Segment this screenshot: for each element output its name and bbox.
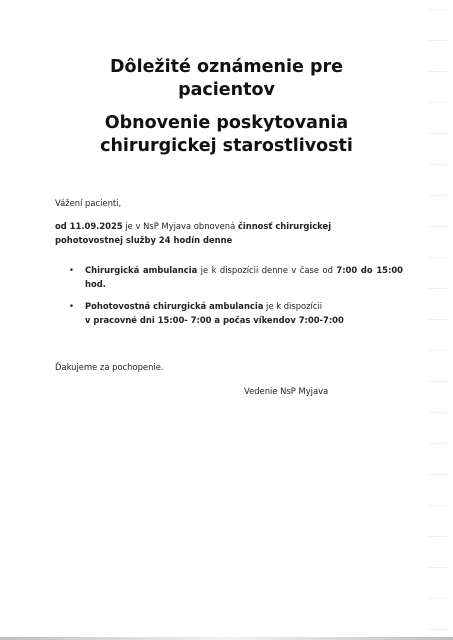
- salutation: Vážení pacienti,: [55, 198, 122, 208]
- paragraph-line2: pohotovostnej služby 24 hodín denne: [55, 235, 233, 245]
- notice-subtitle: [0, 112, 453, 158]
- thanks-text: Ďakujeme za pochopenie.: [55, 362, 164, 372]
- scan-artifact: [429, 0, 447, 640]
- notice-title: [0, 56, 453, 102]
- notice-title-line2: pacientov: [178, 80, 275, 100]
- service-hours-list: [55, 263, 403, 335]
- start-date: od 11.09.2025: [55, 221, 123, 231]
- list-item: [69, 263, 403, 291]
- paragraph-line1: [55, 219, 403, 233]
- bullet-icon: •: [69, 301, 74, 311]
- bullet-bold-start: Pohotovostná chirurgická ambulancia: [85, 301, 264, 311]
- bullet-bold-start: Chirurgická ambulancia: [85, 265, 198, 275]
- bullet-text: je k dispozícii denne v čase od: [197, 265, 337, 275]
- bullet-bold-end: 7:00 do 15:00 hod.: [85, 265, 403, 289]
- signature: Vedenie NsP Myjava: [244, 386, 329, 396]
- service-activity: činnosť chirurgickej: [237, 221, 332, 231]
- bullet-icon: •: [69, 265, 74, 275]
- announcement-paragraph: [55, 219, 403, 247]
- notice-subtitle-line2: chirurgickej starostlivosti: [100, 136, 353, 156]
- notice-subtitle-line1: Obnovenie poskytovania: [104, 113, 349, 133]
- list-item: [69, 299, 403, 327]
- bullet-text: je k dispozícii: [263, 301, 323, 311]
- bullet-bold-end: v pracovné dni 15:00- 7:00 a počas víkendov 7:00-7:00: [85, 315, 344, 325]
- notice-title-line1: Dôležité oznámenie pre: [110, 57, 343, 77]
- paragraph-middle: je v NsP Myjava obnovená: [122, 221, 238, 231]
